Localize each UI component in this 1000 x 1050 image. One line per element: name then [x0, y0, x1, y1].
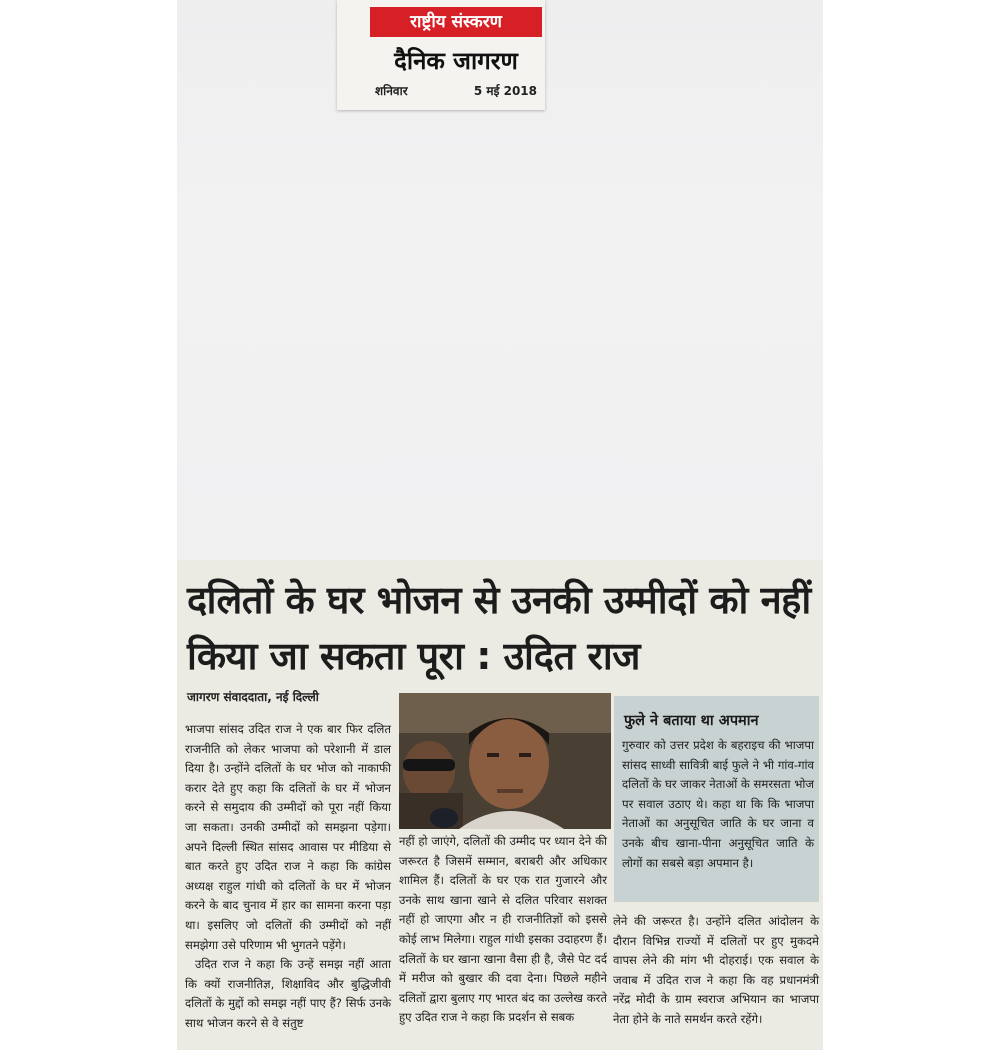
sidebar-box [614, 696, 819, 902]
article-byline: जागरण संवाददाता, नई दिल्ली [187, 690, 319, 704]
article-paragraph: नहीं हो जाएंगे, दलितों की उम्मीद पर ध्यान देने की जरूरत है जिसमें सम्मान, बराबरी और अधिकार शामिल हैं। दलितों के घर एक रात गुजारने और उनके साथ खाना खाने से दलित परिवार सशक्त नहीं हो जाएगा और न ही राजनीतिज्ञों को इससे कोई लाभ मिलेगा। राहुल गांधी इसका उदाहरण हैं। दलितों के घर खाना खाना वैसा ही है, जैसे पेट दर्द में मरीज को बुखार की दवा देना। पिछले महीने दलितों द्वारा बुलाए गए भारत बंद का उल्लेख करते हुए उदित राज ने कहा कि प्रदर्शन से सबक [399, 834, 607, 1025]
news-clipping [177, 560, 823, 1050]
newspaper-name: दैनिक जागरण [394, 47, 518, 75]
publication-date: 5 मई 2018 [473, 84, 537, 98]
article-column-1 [185, 720, 391, 1034]
article-paragraph: लेने की जरूरत है। उन्होंने दलित आंदोलन के दौरान विभिन्न राज्यों में दलितों पर हुए मुकदमे वापस लेने की मांग भी दोहराई। एक सवाल के जवाब में उदित राज ने कहा कि वह प्रधानमंत्री नरेंद्र मोदी के ग्राम स्वराज अभियान का भाजपा नेता होने के नाते समर्थन करते रहेंगे। [613, 914, 819, 1026]
article-photo [399, 693, 611, 829]
sidebar-text: गुरुवार को उत्तर प्रदेश के बहराइच की भाजपा सांसद साध्वी सावित्री बाई फुले ने भी गांव-गांव दलितों के घर जाकर नेताओं के समरसता भोज पर सवाल उठाए थे। कहा था कि कि भाजपा नेताओं का अनुसूचित जाति के घर जाना व उनके बीच खाना-पीना अनुसूचित जाति के लोगों का सबसे बड़ा अपमान है। [622, 738, 814, 870]
publication-day: शनिवार [375, 84, 408, 98]
article-column-2 [399, 832, 607, 1028]
photo-illustration [399, 693, 611, 829]
sidebar-title: फुले ने बताया था अपमान [624, 713, 759, 729]
article-paragraph: उदित राज ने कहा कि उन्हें समझ नहीं आता कि क्यों राजनीतिज्ञ, शिक्षाविद और बुद्धिजीवी दलितों के मुद्दों को समझ नहीं पाए हैं? सिर्फ उनके साथ भोजन करने से वे संतुष्ट [185, 957, 391, 1030]
article-column-3 [613, 912, 819, 1030]
article-paragraph: भाजपा सांसद उदित राज ने एक बार फिर दलित राजनीति को लेकर भाजपा को परेशानी में डाल दिया है। उन्होंने दलितों के घर भोज को नाकाफी करार देते हुए कहा कि दलितों के घर में भोजन करने से समुदाय की उम्मीदों को पूरा नहीं किया जा सकता। उनकी उम्मीदों को समझना पड़ेगा। अपने दिल्ली स्थित सांसद आवास पर मीडिया से बात करते हुए उदित राज ने कहा कि कांग्रेस अध्यक्ष राहुल गांधी को दलितों के घर में भोजन करने के बाद चुनाव में हार का सामना करना पड़ा था। इसलिए जो दलितों की उम्मीदों को नहीं समझेगा उसे परिणाम भी भुगतने पड़ेंगे। [185, 722, 391, 952]
edition-label: राष्ट्रीय संस्करण [370, 7, 542, 37]
newspaper-masthead [337, 0, 545, 110]
article-headline: दलितों के घर भोजन से उनकी उम्मीदों को नहीं किया जा सकता पूरा : उदित राज [187, 578, 811, 678]
